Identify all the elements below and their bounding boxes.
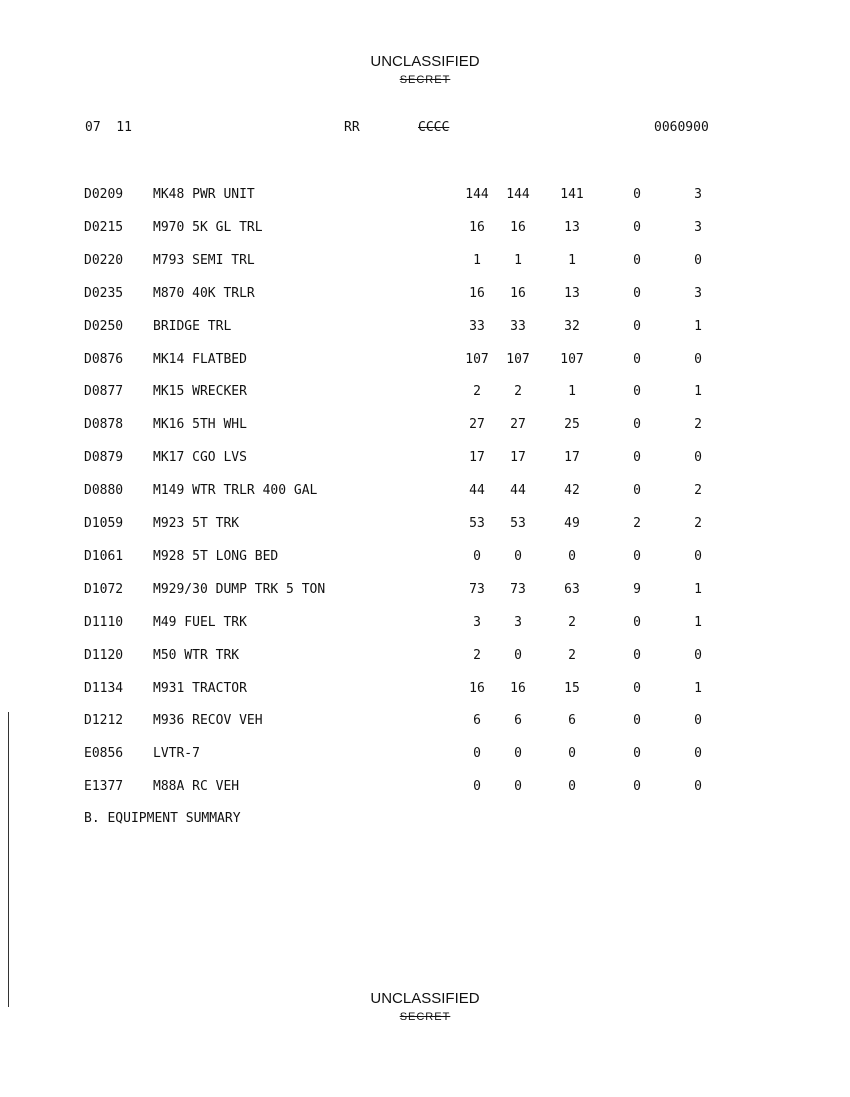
table-row	[0, 712, 850, 730]
quantity-cell: 3	[694, 219, 702, 235]
item-description: LVTR-7	[153, 746, 200, 762]
struck-classification: SECRET	[399, 74, 451, 86]
quantity-cell: 0	[694, 746, 702, 762]
quantity-cell: 0	[514, 647, 522, 663]
quantity-cell: 13	[564, 285, 580, 301]
item-code: D1134	[84, 680, 124, 696]
table-row	[0, 383, 850, 401]
quantity-cell: 0	[568, 746, 576, 762]
quantity-cell: 16	[510, 285, 526, 301]
quantity-cell: 17	[469, 450, 485, 466]
item-code: D1061	[84, 548, 124, 564]
quantity-cell: 0	[568, 548, 576, 564]
quantity-cell: 0	[633, 483, 641, 499]
quantity-cell: 2	[514, 384, 522, 400]
quantity-cell: 73	[469, 581, 485, 597]
item-code: D1110	[84, 614, 124, 630]
table-row	[0, 318, 850, 336]
quantity-cell: 44	[510, 483, 526, 499]
quantity-cell: 141	[560, 187, 584, 202]
table-row	[0, 548, 850, 566]
item-description: M88A RC VEH	[153, 779, 240, 795]
header-code: RR	[344, 120, 360, 135]
item-code: D0876	[84, 351, 124, 367]
quantity-cell: 17	[510, 450, 526, 466]
quantity-cell: 0	[514, 779, 522, 795]
item-description: MK16 5TH WHL	[153, 417, 247, 433]
quantity-cell: 42	[564, 483, 580, 499]
quantity-cell: 107	[465, 351, 489, 367]
table-row	[0, 515, 850, 533]
margin-scan-line	[8, 712, 9, 1007]
quantity-cell: 1	[568, 252, 576, 268]
quantity-cell: 6	[568, 713, 576, 729]
quantity-cell: 53	[469, 516, 485, 531]
table-row	[0, 647, 850, 665]
item-code: D0877	[84, 384, 124, 400]
header-number: 0060900	[654, 120, 709, 135]
item-code: D0209	[84, 187, 124, 202]
quantity-cell: 144	[465, 187, 489, 202]
table-row	[0, 581, 850, 599]
quantity-cell: 0	[633, 713, 641, 729]
item-code: D0235	[84, 285, 124, 301]
item-description: M923 5T TRK	[153, 516, 240, 531]
quantity-cell: 1	[568, 384, 576, 400]
item-description: M49 FUEL TRK	[153, 614, 247, 630]
quantity-cell: 1	[694, 384, 702, 400]
quantity-cell: 2	[568, 614, 576, 630]
quantity-cell: 0	[633, 318, 641, 334]
item-code: D0878	[84, 417, 124, 433]
quantity-cell: 1	[473, 252, 481, 268]
classification-label: UNCLASSIFIED	[370, 990, 480, 1007]
table-row	[0, 449, 850, 467]
struck-classification: SECRET	[399, 1011, 451, 1023]
item-code: D0215	[84, 219, 124, 235]
quantity-cell: 0	[633, 614, 641, 630]
item-description: M928 5T LONG BED	[153, 548, 279, 564]
quantity-cell: 27	[469, 417, 485, 433]
table-row	[0, 614, 850, 632]
quantity-cell: 0	[694, 779, 702, 795]
item-description: M793 SEMI TRL	[153, 252, 255, 268]
item-description: M970 5K GL TRL	[153, 219, 263, 235]
table-row	[0, 285, 850, 303]
quantity-cell: 0	[633, 187, 641, 202]
quantity-cell: 0	[694, 450, 702, 466]
item-description: M50 WTR TRK	[153, 647, 240, 663]
quantity-cell: 1	[694, 614, 702, 630]
quantity-cell: 1	[514, 252, 522, 268]
quantity-cell: 63	[564, 581, 580, 597]
header-struck-code: CCCC	[418, 120, 450, 135]
quantity-cell: 25	[564, 417, 580, 433]
quantity-cell: 16	[510, 680, 526, 696]
item-code: E1377	[84, 779, 124, 795]
table-row	[0, 186, 850, 204]
quantity-cell: 1	[694, 318, 702, 334]
item-description: MK48 PWR UNIT	[153, 187, 255, 202]
item-code: D1212	[84, 713, 124, 729]
quantity-cell: 3	[694, 187, 702, 202]
quantity-cell: 33	[510, 318, 526, 334]
quantity-cell: 1	[694, 680, 702, 696]
table-row	[0, 778, 850, 796]
item-description: M929/30 DUMP TRK 5 TON	[153, 581, 326, 597]
quantity-cell: 44	[469, 483, 485, 499]
item-description: MK17 CGO LVS	[153, 450, 247, 466]
quantity-cell: 0	[568, 779, 576, 795]
quantity-cell: 2	[694, 417, 702, 433]
item-description: M149 WTR TRLR 400 GAL	[153, 483, 318, 499]
item-code: D1120	[84, 647, 124, 663]
quantity-cell: 2	[473, 384, 481, 400]
quantity-cell: 2	[694, 483, 702, 499]
item-description: M936 RECOV VEH	[153, 713, 263, 729]
item-code: E0856	[84, 746, 124, 762]
quantity-cell: 107	[560, 351, 584, 367]
quantity-cell: 2	[694, 516, 702, 531]
quantity-cell: 0	[514, 548, 522, 564]
quantity-cell: 0	[633, 219, 641, 235]
quantity-cell: 3	[514, 614, 522, 630]
quantity-cell: 16	[469, 680, 485, 696]
quantity-cell: 16	[510, 219, 526, 235]
quantity-cell: 0	[633, 384, 641, 400]
quantity-cell: 17	[564, 450, 580, 466]
table-row	[0, 219, 850, 237]
quantity-cell: 107	[506, 351, 530, 367]
quantity-cell: 0	[633, 548, 641, 564]
table-row	[0, 745, 850, 763]
item-code: D0880	[84, 483, 124, 499]
item-code: D1059	[84, 516, 124, 531]
item-description: M931 TRACTOR	[153, 680, 247, 696]
quantity-cell: 2	[568, 647, 576, 663]
table-row	[0, 680, 850, 698]
table-row	[0, 416, 850, 434]
quantity-cell: 27	[510, 417, 526, 433]
quantity-cell: 0	[473, 548, 481, 564]
quantity-cell: 2	[473, 647, 481, 663]
classification-banner-top	[0, 53, 850, 87]
table-row	[0, 351, 850, 369]
quantity-cell: 0	[633, 779, 641, 795]
quantity-cell: 15	[564, 680, 580, 696]
item-code: D1072	[84, 581, 124, 597]
quantity-cell: 73	[510, 581, 526, 597]
quantity-cell: 6	[473, 713, 481, 729]
item-description: MK14 FLATBED	[153, 351, 247, 367]
quantity-cell: 49	[564, 516, 580, 531]
quantity-cell: 0	[633, 417, 641, 433]
quantity-cell: 0	[633, 450, 641, 466]
table-row	[0, 482, 850, 500]
section-label: B. EQUIPMENT SUMMARY	[84, 811, 241, 826]
item-code: D0879	[84, 450, 124, 466]
quantity-cell: 0	[694, 548, 702, 564]
item-code: D0250	[84, 318, 124, 334]
quantity-cell: 16	[469, 285, 485, 301]
quantity-cell: 0	[633, 285, 641, 301]
classification-label: UNCLASSIFIED	[370, 53, 480, 70]
classification-banner-bottom	[0, 990, 850, 1024]
quantity-cell: 0	[694, 647, 702, 663]
item-description: MK15 WRECKER	[153, 384, 247, 400]
item-code: D0220	[84, 252, 124, 268]
quantity-cell: 0	[633, 680, 641, 696]
quantity-cell: 16	[469, 219, 485, 235]
quantity-cell: 53	[510, 516, 526, 531]
item-description: BRIDGE TRL	[153, 318, 232, 334]
quantity-cell: 0	[694, 351, 702, 367]
quantity-cell: 13	[564, 219, 580, 235]
quantity-cell: 144	[506, 187, 530, 202]
item-description: M870 40K TRLR	[153, 285, 255, 301]
quantity-cell: 33	[469, 318, 485, 334]
quantity-cell: 3	[473, 614, 481, 630]
quantity-cell: 0	[633, 351, 641, 367]
table-row	[0, 252, 850, 270]
quantity-cell: 0	[694, 252, 702, 268]
quantity-cell: 32	[564, 318, 580, 334]
quantity-cell: 3	[694, 285, 702, 301]
quantity-cell: 0	[633, 252, 641, 268]
quantity-cell: 1	[694, 581, 702, 597]
quantity-cell: 0	[514, 746, 522, 762]
quantity-cell: 6	[514, 713, 522, 729]
header-date: 07 11	[85, 120, 132, 135]
quantity-cell: 0	[633, 647, 641, 663]
quantity-cell: 0	[473, 779, 481, 795]
quantity-cell: 0	[694, 713, 702, 729]
quantity-cell: 9	[633, 581, 641, 597]
quantity-cell: 0	[473, 746, 481, 762]
quantity-cell: 2	[633, 516, 641, 531]
quantity-cell: 0	[633, 746, 641, 762]
